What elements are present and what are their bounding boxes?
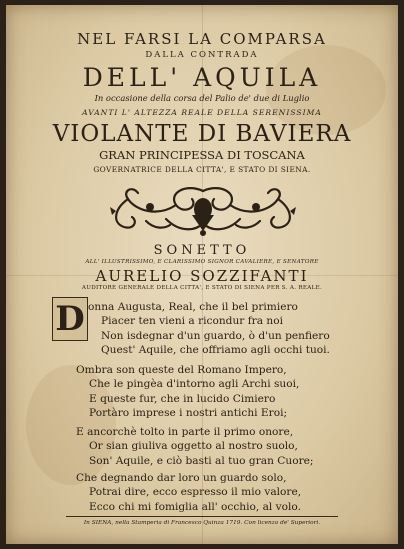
drop-cap-initial: D (52, 297, 88, 341)
verse-line: Potrai dire, ecco espresso il mio valore, (89, 486, 302, 499)
verse-line: Piacer ten vieni a ricondur fra noi (101, 315, 283, 328)
verse-line: Or sian giuliva oggetto al nostro suolo, (89, 440, 298, 453)
verse-line: Che le pingèa d'intorno agli Archi suoi, (89, 378, 300, 391)
occasion-line: In occasione della corsa del Palio de' due di Luglio (94, 93, 310, 103)
sonnet-title: SONETTO (153, 243, 251, 258)
author-name: AURELIO SOZZIFANTI (95, 267, 309, 285)
verse-line: E ancorchè tolto in parte il primo onore, (76, 426, 294, 438)
author-office: AUDITORE GENERALE DELLA CITTA', E STATO DI SIENA PER S. A. REALE. (81, 285, 323, 291)
dedicatee-office: GOVERNATRICE DELLA CITTA', E STATO DI SIENA. (93, 165, 311, 174)
printer-imprint: In SIENA, nella Stamperia di Francesco Quinza 1719. Con licenza de' Superiori. (83, 520, 321, 526)
verse-line: Quest' Aquile, che offriamo agli occhi tuoi. (101, 343, 330, 356)
verse-line: Che degnando dar loro un guardo solo, (76, 472, 287, 484)
dedicatee-title: GRAN PRINCIPESSA DI TOSCANA (99, 148, 305, 162)
heading-line-2: DALLA CONTRADA (145, 50, 259, 60)
dedicatee-name: VIOLANTE DI BAVIERA (52, 121, 352, 147)
verse-line: E queste fur, che in lucido Cimiero (89, 392, 276, 405)
imprint-rule (66, 516, 338, 517)
broadside-sheet (6, 5, 398, 544)
dedication-line: ALL' ILLUSTRISSIMO, E CLARISSIMO SIGNOR CAVALIERE, E SENATORE (85, 259, 319, 265)
verse-line: Ombra son queste del Romano Impero, (76, 364, 287, 376)
verse-line: Ecco chi mi fomiglia all' occhio, al volo. (89, 500, 301, 513)
heading-line-3: DELL' AQUILA (82, 63, 322, 92)
heading-line-1: NEL FARSI LA COMPARSA (77, 30, 327, 48)
verse-line: Portàro imprese i nostri antichi Eroi; (89, 406, 288, 419)
verse-line: Non isdegnar d'un guardo, ò d'un penfiero (101, 329, 330, 342)
ornamental-headpiece (106, 181, 300, 239)
presence-line: AVANTI L' ALTEZZA REALE DELLA SERENISSIMA (82, 108, 322, 117)
verse-line: Son' Aquile, e ciò basti al tuo gran Cuore; (89, 454, 314, 467)
verse-line: onna Augusta, Real, che il bel primiero (88, 301, 298, 313)
